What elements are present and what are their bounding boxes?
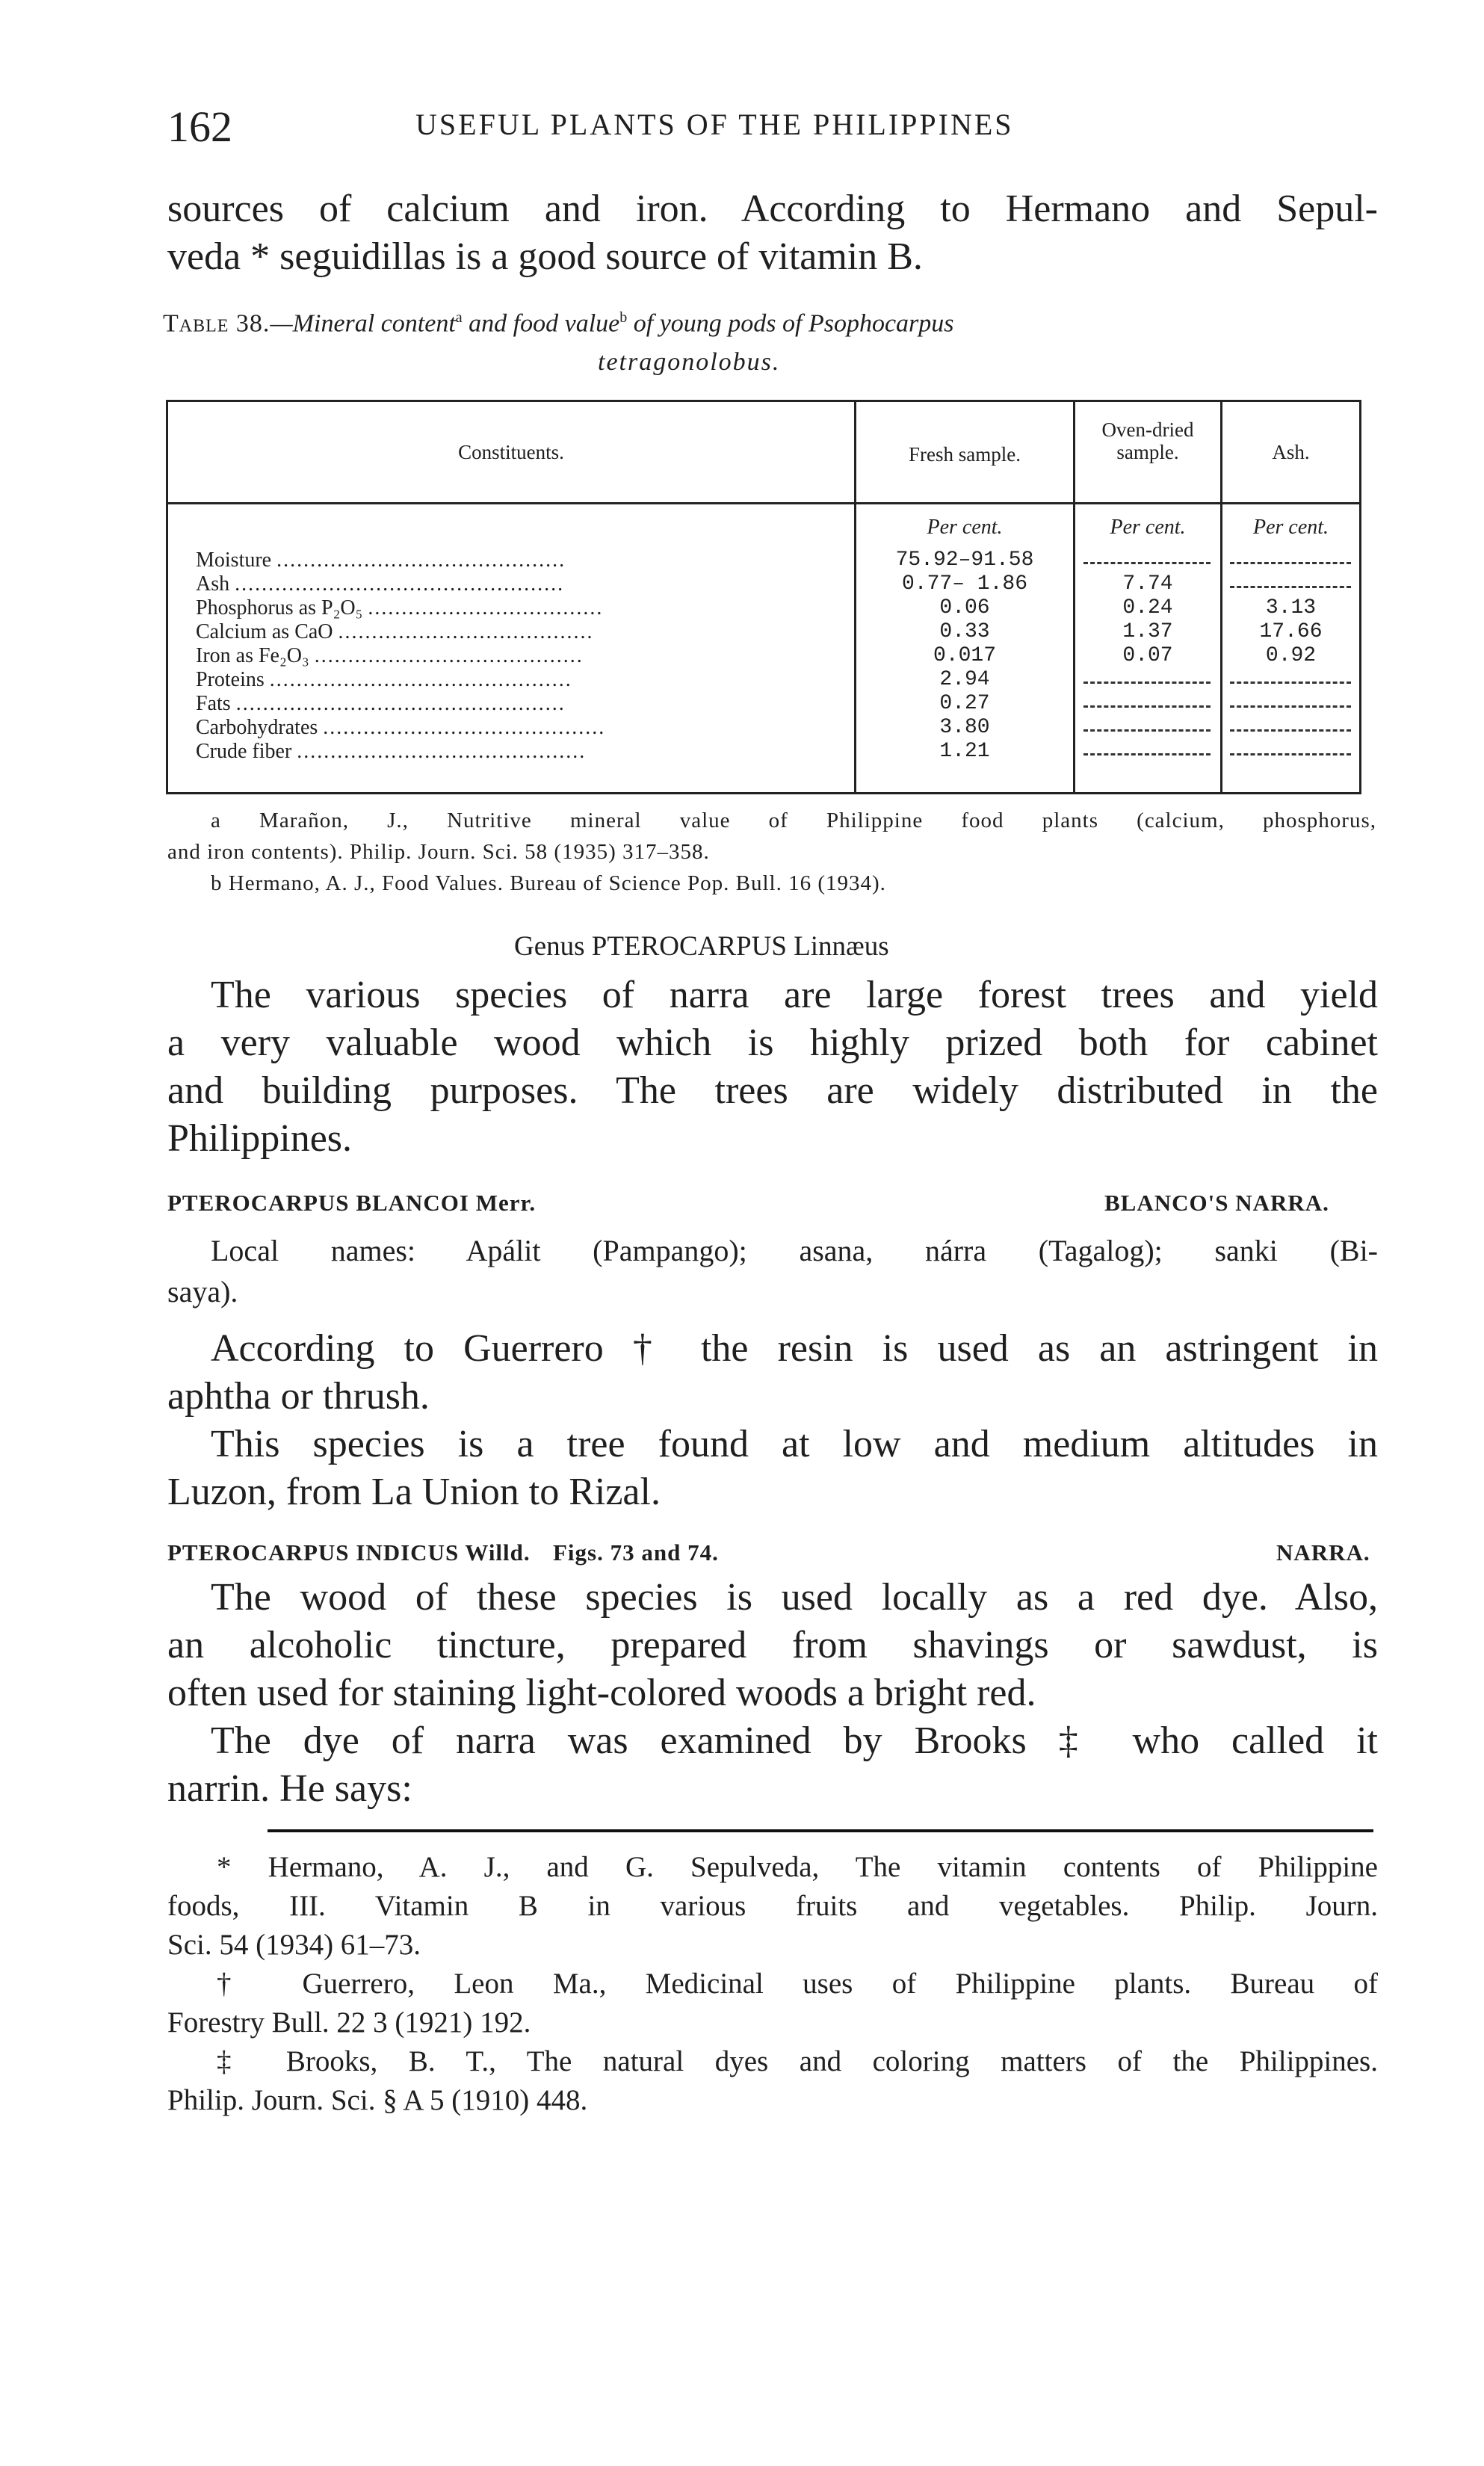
cell-oven-iron: 0.07 bbox=[1122, 644, 1173, 667]
header-ash: Ash. bbox=[1272, 441, 1310, 463]
blancoi-local-names-1: Local names: Apálit (Pampango); asana, nárra (Tagalog); sanki (Bi- bbox=[211, 1234, 1378, 1267]
unit-fresh: Per cent. bbox=[927, 516, 1003, 539]
footnote-1-line-3: Sci. 54 (1934) 61–73. bbox=[167, 1929, 421, 1961]
footnote-3-line-2: Philip. Journ. Sci. § A 5 (1910) 448. bbox=[167, 2084, 588, 2116]
table-footnote-a-line-2: and iron contents). Philip. Journ. Sci. 58 (1935) 317–358. bbox=[167, 840, 710, 864]
indicus-p1-line-1: The wood of these species is used locally as a red dye. Also, bbox=[211, 1576, 1378, 1619]
blancoi-p1-line-2: aphtha or thrush. bbox=[167, 1375, 430, 1418]
table-caption-sup-b: b bbox=[619, 309, 628, 326]
table-caption-sup-a: a bbox=[455, 309, 463, 326]
row-label-carbohydrates: Carbohydrates .......................................... bbox=[196, 716, 606, 739]
table-caption-text-2: and food value bbox=[469, 309, 620, 338]
cell-fresh-proteins: 2.94 bbox=[939, 668, 990, 691]
cell-oven-proteins-dash bbox=[1083, 682, 1211, 684]
running-title: USEFUL PLANTS OF THE PHILIPPINES bbox=[415, 108, 1014, 141]
cell-fresh-fats: 0.27 bbox=[939, 692, 990, 715]
row-label-ash: Ash ................................................. bbox=[196, 572, 565, 596]
cell-fresh-moisture: 75.92–91.58 bbox=[895, 548, 1034, 572]
cell-fresh-crude-fiber: 1.21 bbox=[939, 740, 990, 763]
genus-line-4: Philippines. bbox=[167, 1117, 353, 1160]
cell-ash-carbohydrates-dash bbox=[1230, 729, 1351, 732]
blancoi-name: PTEROCARPUS BLANCOI Merr. bbox=[167, 1190, 537, 1216]
row-label-proteins: Proteins ............................................. bbox=[196, 668, 572, 691]
cell-oven-phosphorus: 0.24 bbox=[1122, 596, 1173, 619]
table-right-rule bbox=[1359, 400, 1361, 794]
header-fresh-sample: Fresh sample. bbox=[909, 443, 1021, 466]
table-footnote-a-line-1: a Marañon, J., Nutritive mineral value of Philippine food plants (calcium, phosphorus, bbox=[211, 809, 1376, 832]
indicus-common-name: NARRA. bbox=[1276, 1539, 1370, 1566]
table-caption-text-1: —Mineral content bbox=[270, 309, 456, 338]
table-caption-line-2: tetragonolobus. bbox=[598, 348, 781, 376]
cell-fresh-iron: 0.017 bbox=[933, 644, 996, 667]
header-oven-dried-1: Oven-dried bbox=[1101, 418, 1194, 441]
footnote-rule bbox=[268, 1829, 1373, 1832]
blancoi-common-name: BLANCO'S NARRA. bbox=[1104, 1190, 1329, 1216]
row-label-iron: Iron as Fe₂O₃ ........................................ bbox=[196, 644, 584, 667]
genus-line-1: The various species of narra are large forest trees and yield bbox=[211, 974, 1378, 1016]
unit-oven: Per cent. bbox=[1110, 516, 1186, 539]
cell-fresh-phosphorus: 0.06 bbox=[939, 596, 990, 619]
footnote-2-line-1: † Guerrero, Leon Ma., Medicinal uses of Philippine plants. Bureau of bbox=[217, 1968, 1378, 2000]
cell-oven-fats-dash bbox=[1083, 705, 1211, 708]
cell-ash-crude-fiber-dash bbox=[1230, 753, 1351, 755]
intro-line-2: veda * seguidillas is a good source of vitamin B. bbox=[167, 235, 923, 278]
header-constituents: Constituents. bbox=[458, 441, 564, 463]
cell-ash-fats-dash bbox=[1230, 705, 1351, 708]
row-label-crude-fiber: Crude fiber ........................................... bbox=[196, 740, 587, 763]
footnote-1-line-2: foods, III. Vitamin B in various fruits and vegetables. Philip. Journ. bbox=[167, 1890, 1378, 1922]
cell-ash-ash-dash bbox=[1230, 586, 1351, 588]
cell-oven-crude-fiber-dash bbox=[1083, 753, 1211, 755]
cell-ash-calcium: 17.66 bbox=[1259, 620, 1323, 643]
cell-oven-moisture-dash bbox=[1083, 562, 1211, 564]
cell-ash-moisture-dash bbox=[1230, 562, 1351, 564]
genus-line-3: and building purposes. The trees are widely distributed in the bbox=[167, 1069, 1378, 1112]
table-top-rule bbox=[166, 400, 1361, 402]
indicus-p1-line-3: often used for staining light-colored woods a bright red. bbox=[167, 1672, 1036, 1714]
table-footnote-b: b Hermano, A. J., Food Values. Bureau of Science Pop. Bull. 16 (1934). bbox=[211, 871, 886, 895]
cell-ash-phosphorus: 3.13 bbox=[1265, 596, 1317, 619]
row-label-moisture: Moisture ........................................... bbox=[196, 548, 566, 572]
intro-line-1: sources of calcium and iron. According to Hermano and Sepul- bbox=[167, 188, 1378, 230]
table-caption-text-3: of young pods of Psophocarpus bbox=[633, 309, 954, 338]
table-header-rule bbox=[166, 502, 1361, 504]
cell-oven-calcium: 1.37 bbox=[1122, 620, 1173, 643]
row-label-phosphorus: Phosphorus as P₂O₅ ................................... bbox=[196, 596, 604, 619]
indicus-name: PTEROCARPUS INDICUS Willd. bbox=[167, 1539, 531, 1566]
header-oven-dried-2: sample. bbox=[1116, 441, 1179, 463]
cell-ash-proteins-dash bbox=[1230, 682, 1351, 684]
cell-fresh-carbohydrates: 3.80 bbox=[939, 716, 990, 739]
cell-ash-iron: 0.92 bbox=[1265, 644, 1317, 667]
footnote-1-line-1: * Hermano, A. J., and G. Sepulveda, The vitamin contents of Philippine bbox=[217, 1851, 1378, 1883]
page-number: 162 bbox=[167, 102, 232, 151]
cell-oven-carbohydrates-dash bbox=[1083, 729, 1211, 732]
cell-oven-ash: 7.74 bbox=[1122, 572, 1173, 596]
indicus-figs: Figs. 73 and 74. bbox=[553, 1539, 719, 1566]
footnote-2-line-2: Forestry Bull. 22 3 (1921) 192. bbox=[167, 2006, 531, 2039]
indicus-p2-line-2: narrin. He says: bbox=[167, 1767, 412, 1810]
footnote-3-line-1: ‡ Brooks, B. T., The natural dyes and coloring matters of the Philippines. bbox=[217, 2045, 1378, 2077]
blancoi-local-names-2: saya). bbox=[167, 1275, 238, 1308]
genus-heading: Genus PTEROCARPUS Linnæus bbox=[514, 931, 889, 962]
table-caption-label: Table 38. bbox=[163, 309, 270, 338]
row-label-fats: Fats ................................................. bbox=[196, 692, 566, 715]
blancoi-p1-line-1: According to Guerrero † the resin is used as an astringent in bbox=[211, 1327, 1378, 1370]
table-caption bbox=[163, 309, 954, 338]
row-label-calcium: Calcium as CaO ...................................... bbox=[196, 620, 594, 643]
cell-fresh-calcium: 0.33 bbox=[939, 620, 990, 643]
blancoi-p2-line-1: This species is a tree found at low and medium altitudes in bbox=[211, 1423, 1378, 1465]
table-bottom-rule bbox=[166, 792, 1361, 794]
genus-line-2: a very valuable wood which is highly prized both for cabinet bbox=[167, 1022, 1378, 1064]
cell-fresh-ash: 0.77– 1.86 bbox=[901, 572, 1028, 596]
blancoi-p2-line-2: Luzon, from La Union to Rizal. bbox=[167, 1471, 661, 1513]
indicus-p2-line-1: The dye of narra was examined by Brooks ‡ who called it bbox=[211, 1719, 1378, 1762]
unit-ash: Per cent. bbox=[1252, 516, 1329, 539]
indicus-p1-line-2: an alcoholic tincture, prepared from shavings or sawdust, is bbox=[167, 1624, 1378, 1666]
